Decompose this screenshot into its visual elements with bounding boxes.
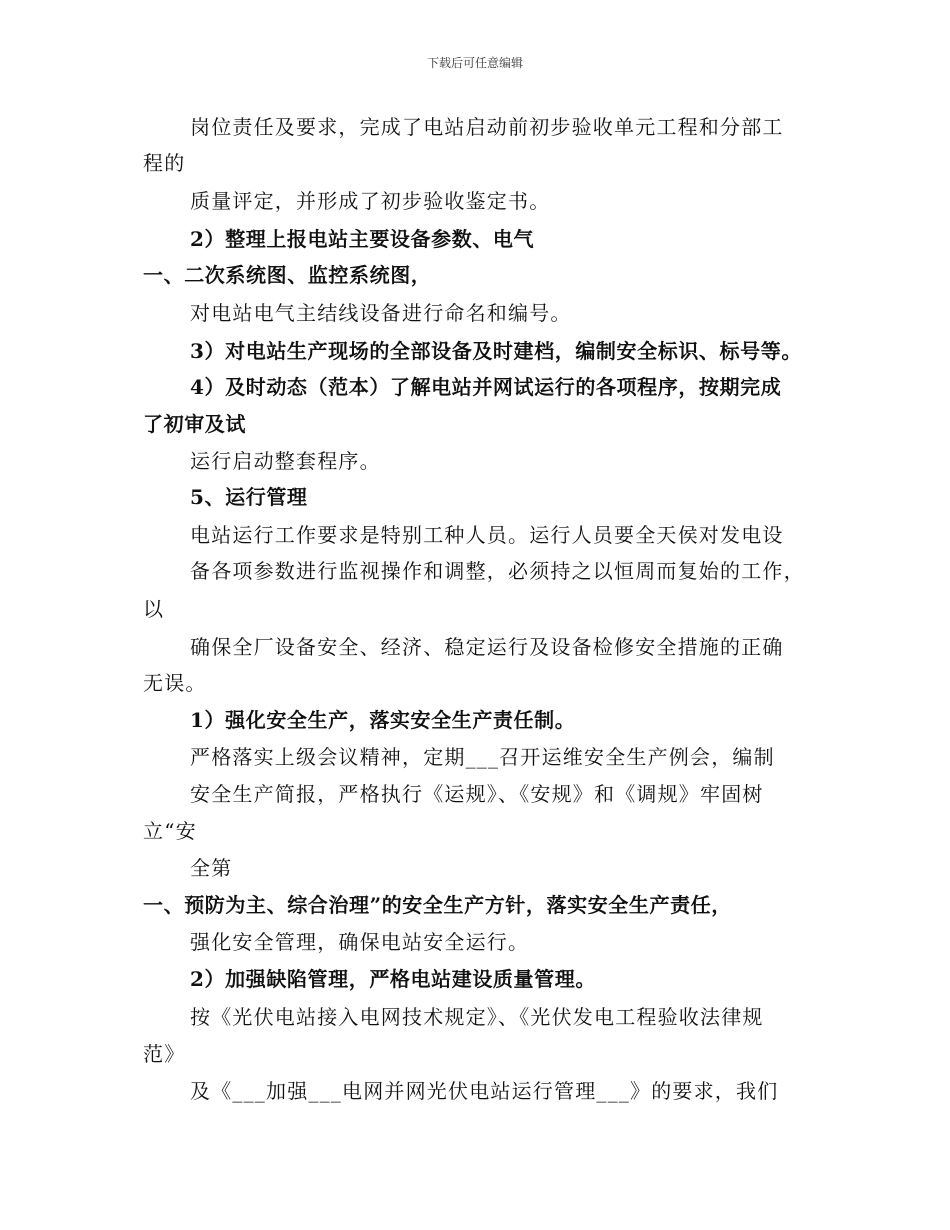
section-heading: 一、二次系统图、监控系统图， — [143, 263, 432, 287]
section-heading: 5、运行管理 — [190, 485, 308, 509]
body-line: 范》 — [143, 1042, 186, 1066]
body-line: 立“安 — [143, 819, 197, 843]
body-line: 强化安全管理，确保电站安全运行。 — [190, 930, 530, 954]
body-line: 及《___加强___电网并网光伏电站运行管理___》的要求，我们 — [190, 1079, 779, 1103]
body-line: 确保全厂设备安全、经济、稳定运行及设备检修安全措施的正确 — [190, 635, 784, 659]
body-line: 按《光伏电站接入电网技术规定》、《光伏发电工程验收法律规 — [190, 1005, 764, 1029]
section-heading: 3）对电站生产现场的全部设备及时建档，编制安全标识、标号等。 — [190, 339, 802, 363]
section-heading: 2）整理上报电站主要设备参数、电气 — [190, 227, 535, 251]
section-heading: 4）及时动态（范本）了解电站并网试运行的各项程序，按期完成 — [190, 375, 782, 399]
body-line: 质量评定，并形成了初步验收鉴定书。 — [190, 189, 551, 213]
section-heading: 一、预防为主、综合治理”的安全生产方针，落实安全生产责任， — [143, 893, 732, 917]
body-line: 对电站电气主结线设备进行命名和编号。 — [190, 301, 572, 325]
body-line: 全第 — [190, 856, 233, 880]
body-line: 电站运行工作要求是特别工种人员。运行人员要全天侯对发电设 — [190, 523, 784, 547]
section-heading: 了初审及试 — [143, 412, 246, 436]
page-header: 下载后可任意编辑 — [426, 56, 523, 70]
section-heading: 1）强化安全生产，落实安全生产责任制。 — [190, 708, 576, 732]
body-line: 运行启动整套程序。 — [190, 449, 381, 473]
body-line: 备各项参数进行监视操作和调整，必须持之以恒周而复始的工作， — [190, 559, 805, 583]
body-line: 程的 — [143, 151, 186, 175]
body-line: 严格落实上级会议精神，定期___召开运维安全生产例会，编制 — [190, 745, 775, 769]
body-line: 岗位责任及要求，完成了电站启动前初步验收单元工程和分部工 — [190, 115, 784, 139]
section-heading: 2）加强缺陷管理，严格电站建设质量管理。 — [190, 967, 596, 991]
body-line: 安全生产简报，严格执行《运规》、《安规》和《调规》牢固树 — [190, 782, 764, 806]
body-line: 无误。 — [143, 671, 207, 695]
body-line: 以 — [143, 597, 165, 621]
